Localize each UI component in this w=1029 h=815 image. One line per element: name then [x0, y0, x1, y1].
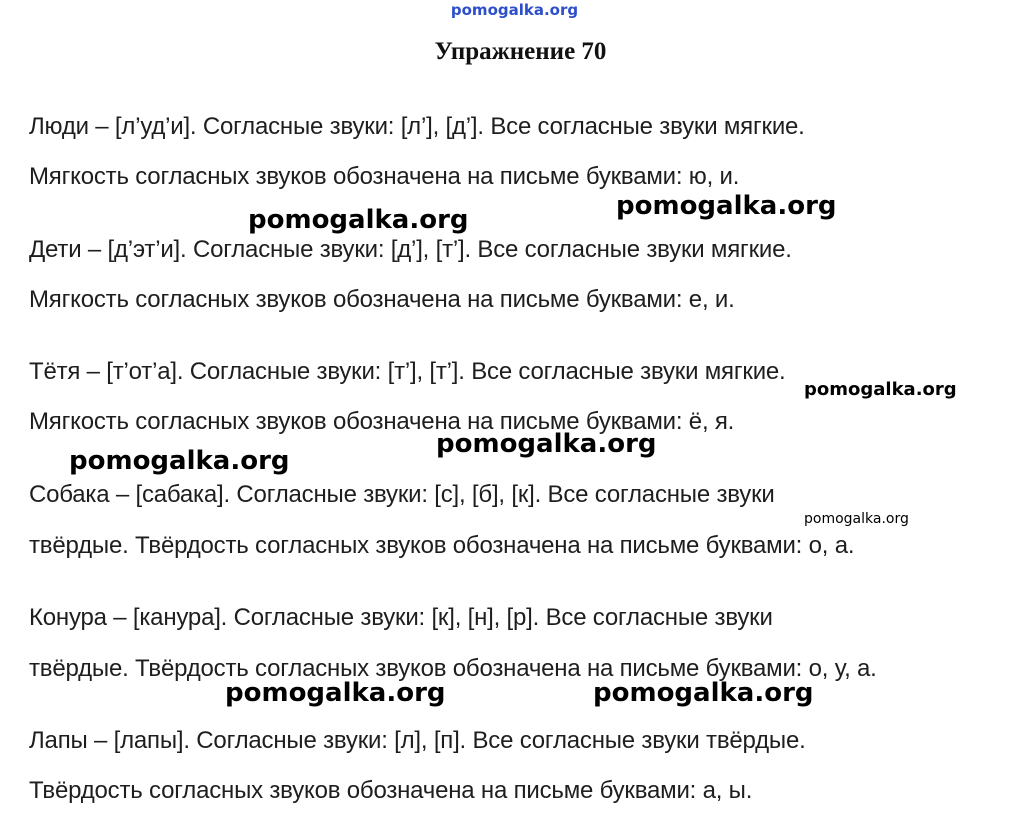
paragraph-4-line-2: твёрдые. Твёрдость согласных звуков обозначена на письме буквами: о, а. — [29, 532, 855, 559]
paragraph-5-line-2: твёрдые. Твёрдость согласных звуков обозначена на письме буквами: о, у, а. — [29, 655, 877, 682]
watermark: pomogalka.org — [69, 446, 290, 476]
paragraph-2-line-2: Мягкость согласных звуков обозначена на письме буквами: е, и. — [29, 286, 735, 313]
page-title: Упражнение 70 — [434, 38, 607, 65]
paragraph-6-line-1: Лапы – [лапы]. Согласные звуки: [л], [п]. Все согласные звуки твёрдые. — [29, 727, 806, 754]
paragraph-3-line-1: Тётя – [т’от’а]. Согласные звуки: [т’], [т’]. Все согласные звуки мягкие. — [29, 358, 786, 385]
watermark: pomogalka.org — [593, 678, 814, 708]
paragraph-2-line-1: Дети – [д’эт’и]. Согласные звуки: [д’], [т’]. Все согласные звуки мягкие. — [29, 236, 792, 263]
paragraph-4-line-1: Собака – [сабака]. Согласные звуки: [с], [б], [к]. Все согласные звуки — [29, 481, 775, 508]
watermark: pomogalka.org — [616, 191, 837, 221]
watermark: pomogalka.org — [804, 511, 909, 527]
paragraph-5-line-1: Конура – [канура]. Согласные звуки: [к], [н], [р]. Все согласные звуки — [29, 604, 773, 631]
watermark: pomogalka.org — [436, 429, 657, 459]
top-watermark: pomogalka.org — [450, 1, 579, 19]
paragraph-3-line-2: Мягкость согласных звуков обозначена на письме буквами: ё, я. — [29, 408, 735, 435]
watermark: pomogalka.org — [804, 379, 957, 400]
watermark: pomogalka.org — [225, 678, 446, 708]
watermark: pomogalka.org — [248, 205, 469, 235]
paragraph-1-line-2: Мягкость согласных звуков обозначена на письме буквами: ю, и. — [29, 163, 740, 190]
paragraph-1-line-1: Люди – [л’уд’и]. Согласные звуки: [л’], [д’]. Все согласные звуки мягкие. — [29, 113, 805, 140]
paragraph-6-line-2: Твёрдость согласных звуков обозначена на письме буквами: а, ы. — [29, 777, 753, 804]
